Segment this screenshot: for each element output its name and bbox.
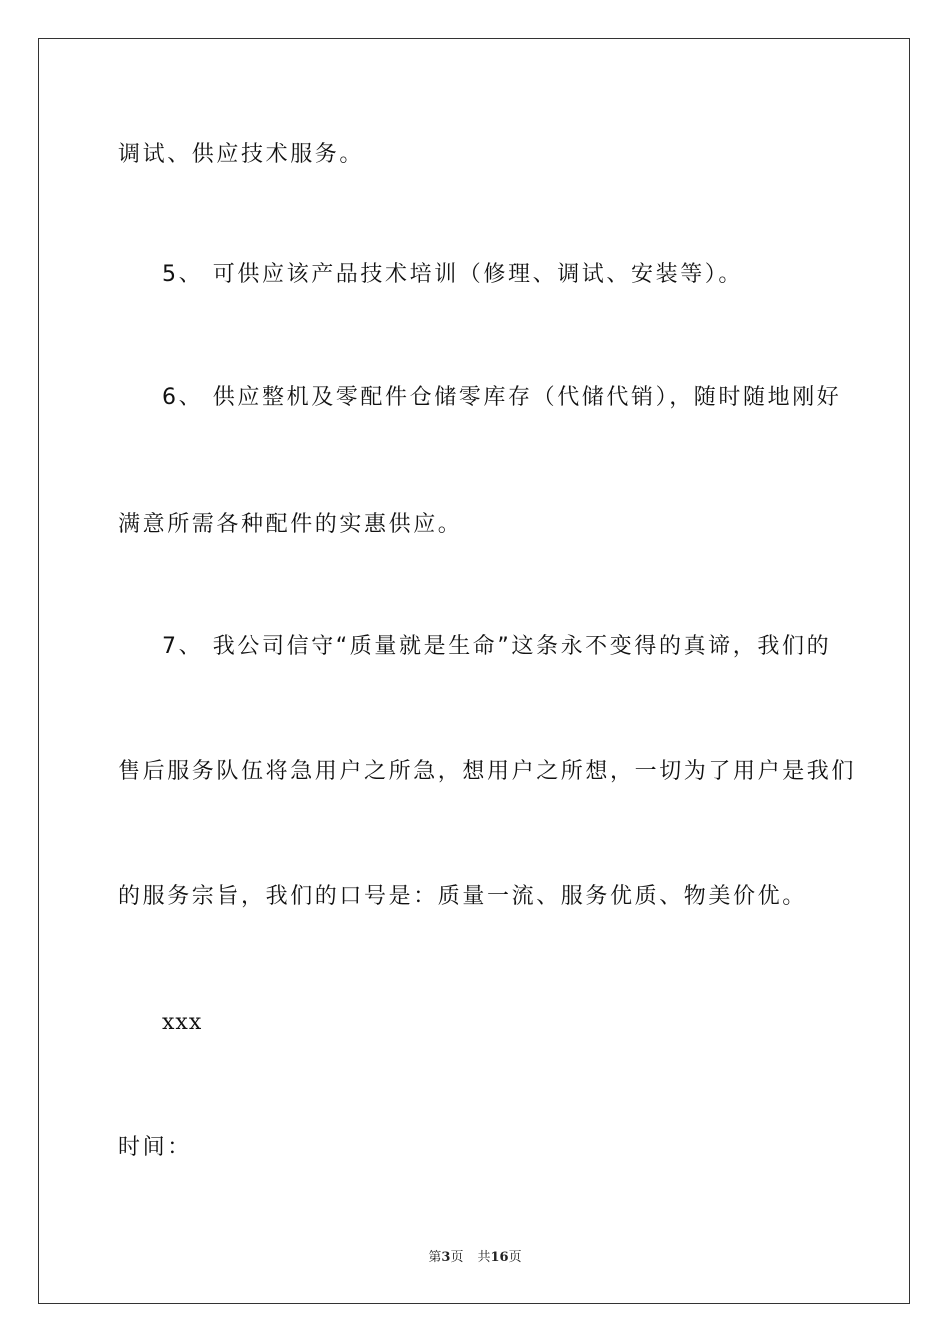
page-footer: [0, 1246, 950, 1265]
footer-total-prefix: 共: [477, 1250, 491, 1265]
item-7-line-3: 的服务宗旨，我们的口号是：质量一流、服务优质、物美价优。: [118, 884, 807, 909]
item-7-line-2: 售后服务队伍将急用户之所急，想用户之所想，一切为了用户是我们: [118, 759, 857, 784]
footer-page-prefix: 第: [428, 1250, 442, 1265]
footer-total-suffix: 页: [508, 1250, 522, 1265]
signature-name: xxx: [162, 1010, 203, 1035]
item-6-line-2: 满意所需各种配件的实惠供应。: [118, 512, 463, 537]
footer-page-suffix: 页: [450, 1250, 464, 1265]
item-6-line-1: 6、 供应整机及零配件仓储零库存（代储代销），随时随地刚好: [162, 385, 842, 410]
paragraph-line-1: 调试、供应技术服务。: [118, 142, 365, 167]
footer-page-number: 3: [441, 1250, 451, 1265]
page-border: [38, 38, 910, 1304]
item-5-line: 5、 可供应该产品技术培训（修理、调试、安装等）。: [162, 262, 743, 287]
date-label: 时间：: [118, 1135, 192, 1160]
footer-total-pages: 16: [490, 1250, 509, 1265]
item-7-line-1: 7、 我公司信守“质量就是生命”这条永不变得的真谛，我们的: [162, 634, 832, 659]
